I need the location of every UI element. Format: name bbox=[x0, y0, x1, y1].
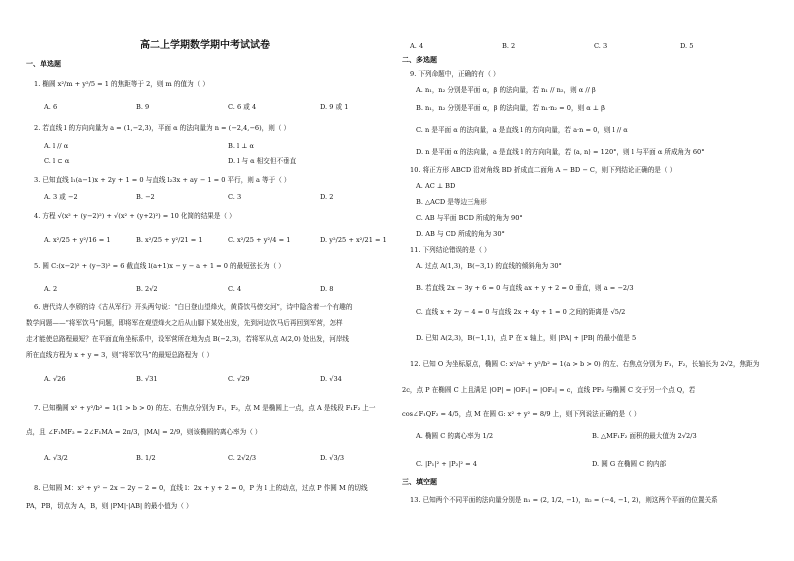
q3-option-b: B. −2 bbox=[136, 193, 155, 201]
q12-option-c: C. |P₁|² + |P₂|² = 4 bbox=[416, 460, 477, 468]
question-1-options bbox=[44, 103, 384, 115]
right-column bbox=[402, 0, 772, 561]
q5-option-d: D. 8 bbox=[320, 285, 334, 293]
q8-option-a: A. 4 bbox=[410, 42, 424, 50]
q1-option-c: C. 6 或 4 bbox=[228, 103, 257, 111]
q12-option-a: A. 椭圆 C 的离心率为 1/2 bbox=[416, 432, 494, 440]
question-8-line-2: PA，PB，切点为 A，B，则 |PM|·|AB| 的最小值为（ ） bbox=[26, 502, 193, 510]
section-multiple-choice: 二、多选题 bbox=[402, 55, 437, 64]
q2-option-a: A. l // α bbox=[44, 142, 69, 150]
q3-option-d: D. 2 bbox=[320, 193, 334, 201]
q1-option-a: A. 6 bbox=[44, 103, 58, 111]
question-6-line-3: 走才能使总路程最短？在平面直角坐标系中，设军营所在地为点 B(−2,3)，若将军从点 A(2,0) 处出发，河岸线 bbox=[26, 335, 350, 343]
question-2: 2. 若直线 l 的方向向量为 a = (1,−2,3)，平面 α 的法向量为 n = (−2,4,−6)，则（ ） bbox=[34, 124, 291, 132]
q6-option-a: A. √26 bbox=[44, 375, 66, 383]
question-8-line-1: 8. 已知圆 M：x² + y² − 2x − 2y − 2 = 0，直线 l：2x + y + 2 = 0，P 为 l 上的动点，过点 P 作圆 M 的切线 bbox=[34, 484, 368, 492]
question-6-line-2: 数学问题——“将军饮马”问题，即将军在观望烽火之后从山脚下某处出发，先到河边饮马后再回到军营，怎样 bbox=[26, 319, 343, 327]
question-3-options bbox=[44, 193, 384, 205]
q6-option-b: B. √31 bbox=[136, 375, 158, 383]
question-7-line-1: 7. 已知椭圆 x² + y²/b² = 1(1 > b > 0) 的左、右焦点分别为 F₁，F₂，点 M 是椭圆上一点，点 A 是线段 F₁F₂ 上一 bbox=[34, 404, 376, 412]
q11-option-a: A. 过点 A(1,3)，B(−3,1) 的直线的倾斜角为 30° bbox=[416, 262, 562, 270]
q7-option-a: A. √3/2 bbox=[44, 454, 68, 462]
question-12-line-1: 12. 已知 O 为坐标原点，椭圆 C: x²/a² + y²/b² = 1(a > b > 0) 的左、右焦点分别为 F₁，F₂，长轴长为 2√2，焦距为 bbox=[410, 360, 760, 368]
q10-option-d: D. AB 与 CD 所成的角为 30° bbox=[416, 230, 505, 238]
q8-option-c: C. 3 bbox=[594, 42, 608, 50]
question-1: 1. 椭圆 x²/m + y²/5 = 1 的焦距等于 2，则 m 的值为（ ） bbox=[34, 80, 209, 88]
q11-option-c: C. 直线 x + 2y − 4 = 0 与直线 2x + 4y + 1 = 0 之间的距离是 √5/2 bbox=[416, 308, 626, 316]
q12-option-b: B. △MF₁F₂ 面积的最大值为 2√2/3 bbox=[592, 432, 697, 440]
q10-option-b: B. △ACD 是等边三角形 bbox=[416, 198, 487, 206]
q4-option-b: B. x²/25 + y²/21 = 1 bbox=[136, 236, 203, 244]
q10-option-c: C. AB 与平面 BCD 所成的角为 90° bbox=[416, 214, 523, 222]
q11-option-d: D. 已知 A(2,3)，B(−1,1)，点 P 在 x 轴上，则 |PA| + |PB| 的最小值是 5 bbox=[416, 334, 637, 342]
q11-option-b: B. 若直线 2x − 3y + 6 = 0 与直线 ax + y + 2 = 0 垂直，则 a = −2/3 bbox=[416, 284, 634, 292]
q2-option-c: C. l ⊂ α bbox=[44, 157, 70, 165]
section-fill-in: 三、填空题 bbox=[402, 477, 437, 486]
question-2-options-row1 bbox=[44, 142, 384, 154]
question-9: 9. 下列命题中，正确的有（ ） bbox=[410, 70, 500, 78]
question-2-options-row2 bbox=[44, 157, 384, 169]
question-7-options bbox=[44, 454, 384, 466]
q4-option-a: A. x²/25 + y²/16 = 1 bbox=[44, 236, 111, 244]
question-7-line-2: 点，且 ∠F₁MF₂ = 2∠F₁MA = 2π/3，|MA| = 2/9，则该椭圆的离心率为（ ） bbox=[26, 428, 262, 436]
question-4: 4. 方程 √(x² + (y−2)²) + √(x² + (y+2)²) = 10 化简的结果是（ ） bbox=[34, 212, 236, 220]
q5-option-a: A. 2 bbox=[44, 285, 58, 293]
q3-option-a: A. 3 或 −2 bbox=[44, 193, 78, 201]
q10-option-a: A. AC ⊥ BD bbox=[416, 182, 456, 190]
q4-option-d: D. y²/25 + x²/21 = 1 bbox=[320, 236, 387, 244]
question-8-options bbox=[410, 42, 772, 54]
question-5-options bbox=[44, 285, 384, 297]
q5-option-b: B. 2√2 bbox=[136, 285, 158, 293]
question-6-line-1: 6. 唐代诗人李颀的诗《古从军行》开头两句说：“白日登山望烽火，黄昏饮马傍交河”，诗中隐含着一个有趣的 bbox=[34, 303, 353, 311]
q6-option-d: D. √34 bbox=[320, 375, 342, 383]
q2-option-b: B. l ⊥ α bbox=[228, 142, 254, 150]
page-title: 高二上学期数学期中考试试卷 bbox=[140, 40, 270, 51]
question-3: 3. 已知直线 l₁(a−1)x + 2y + 1 = 0 与直线 l₂3x + ay − 1 = 0 平行，则 a 等于（ ） bbox=[34, 176, 291, 184]
question-6-line-4: 所在直线方程为 x + y = 3，则“将军饮马”的最短总路程为（ ） bbox=[26, 351, 214, 359]
question-12-line-2: 2c，点 P 在椭圆 C 上且满足 |OP| = |OF₁| = |OF₂| = c，直线 PF₂ 与椭圆 C 交于另一个点 Q，若 bbox=[402, 386, 696, 394]
question-4-options bbox=[44, 236, 387, 248]
question-6-options bbox=[44, 375, 384, 387]
q8-option-d: D. 5 bbox=[680, 42, 694, 50]
q8-option-b: B. 2 bbox=[502, 42, 516, 50]
section-single-choice: 一、单选题 bbox=[26, 59, 61, 68]
q7-option-d: D. √3/3 bbox=[320, 454, 345, 462]
question-11: 11. 下列结论错误的是（ ） bbox=[410, 246, 491, 254]
q5-option-c: C. 4 bbox=[228, 285, 242, 293]
q2-option-d: D. l 与 α 相交但不垂直 bbox=[228, 157, 297, 165]
q12-option-d: D. 圆 G 在椭圆 C 的内部 bbox=[592, 460, 667, 468]
q1-option-d: D. 9 或 1 bbox=[320, 103, 349, 111]
q3-option-c: C. 3 bbox=[228, 193, 242, 201]
q9-option-c: C. n 是平面 α 的法向量，a 是直线 l 的方向向量，若 a·n = 0，则 l // α bbox=[416, 126, 628, 134]
q7-option-b: B. 1/2 bbox=[136, 454, 156, 462]
q9-option-a: A. n₁，n₂ 分别是平面 α，β 的法向量，若 n₁ // n₂，则 α // β bbox=[416, 86, 596, 94]
q9-option-b: B. n₁，n₂ 分别是平面 α，β 的法向量，若 n₁·n₂ = 0，则 α ⊥ β bbox=[416, 104, 605, 112]
q9-option-d: D. n 是平面 α 的法向量，a 是直线 l 的方向向量，若 ⟨a, n⟩ = 120°，则 l 与平面 α 所成角为 60° bbox=[416, 148, 705, 156]
q6-option-c: C. √29 bbox=[228, 375, 250, 383]
question-13: 13. 已知两个不同平面的法向量分别是 n₁ = (2, 1/2, −1)，n₂ = (−4, −1, 2)，则这两个平面的位置关系 bbox=[410, 496, 718, 504]
left-column bbox=[26, 0, 387, 561]
q7-option-c: C. 2√2/3 bbox=[228, 454, 257, 462]
q1-option-b: B. 9 bbox=[136, 103, 150, 111]
question-12-line-3: cos∠F₁QF₂ = 4/5，点 M 在圆 G: x² + y² = 8/9 上，则下列说法正确的是（ ） bbox=[402, 410, 641, 418]
question-10: 10. 将正方形 ABCD 沿对角线 BD 折成直二面角 A − BD − C，则下列结论正确的是（ ） bbox=[410, 166, 677, 174]
q4-option-c: C. x²/25 + y²/4 = 1 bbox=[228, 236, 291, 244]
question-5: 5. 圆 C:(x−2)² + (y−3)² = 6 截直线 l(a+1)x − y − a + 1 = 0 的最短弦长为（ ） bbox=[34, 262, 285, 270]
